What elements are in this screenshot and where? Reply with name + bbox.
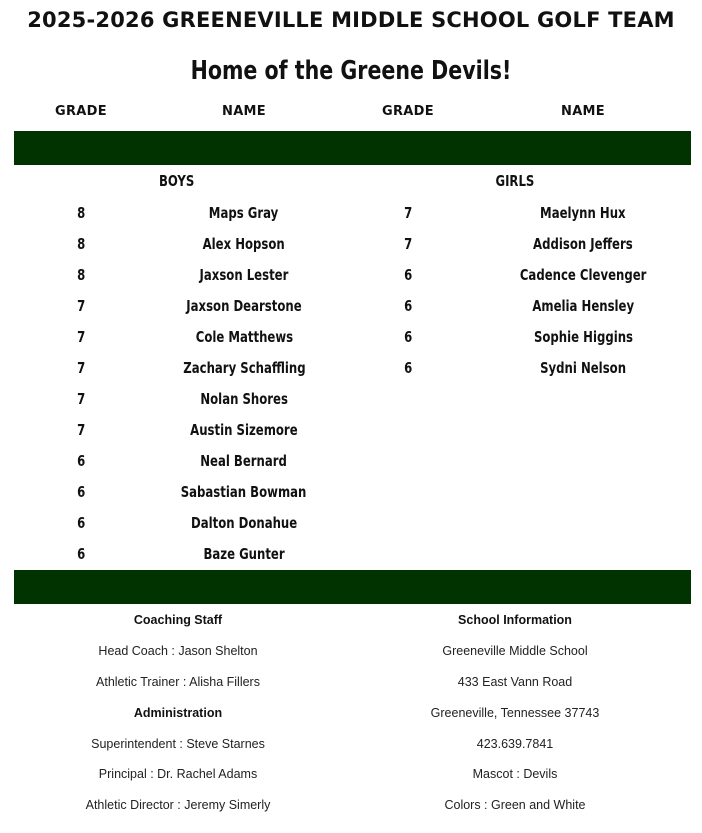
player-grade: 7 xyxy=(76,297,86,315)
player-name: Alex Hopson xyxy=(202,235,286,253)
school-city: Greeneville, Tennessee 37743 xyxy=(430,706,600,720)
roster-row xyxy=(0,508,702,539)
player-grade: 6 xyxy=(76,545,86,563)
player-grade: 8 xyxy=(76,204,86,222)
school-name: Greeneville Middle School xyxy=(442,644,588,658)
player-name: Cadence Clevenger xyxy=(519,266,647,284)
player-grade: 6 xyxy=(76,452,86,470)
school-mascot: Mascot : Devils xyxy=(472,767,558,781)
player-grade: 8 xyxy=(76,235,86,253)
player-grade: 6 xyxy=(403,266,413,284)
principal: Principal : Dr. Rachel Adams xyxy=(98,767,258,781)
player-grade: 6 xyxy=(76,483,86,501)
roster-row xyxy=(0,384,702,415)
administration-heading: Administration xyxy=(133,706,223,720)
column-header-grade-girls: GRADE xyxy=(382,104,434,119)
player-grade: 7 xyxy=(403,235,413,253)
girls-label-text: GIRLS xyxy=(495,172,535,190)
girls-section-label xyxy=(415,172,615,191)
player-name: Maps Gray xyxy=(209,204,279,222)
roster-row xyxy=(0,353,702,384)
player-name: Zachary Schaffling xyxy=(182,359,306,377)
player-grade: 7 xyxy=(403,204,413,222)
player-name: Nolan Shores xyxy=(200,390,288,408)
coaching-staff-heading: Coaching Staff xyxy=(133,613,223,627)
boys-section-label xyxy=(77,172,277,191)
column-header-name-girls: NAME xyxy=(561,104,605,119)
roster-row xyxy=(0,260,702,291)
player-name: Cole Matthews xyxy=(195,328,293,346)
player-grade: 6 xyxy=(403,328,413,346)
player-name: Jaxson Dearstone xyxy=(186,297,302,315)
school-info-heading: School Information xyxy=(458,613,572,627)
player-name: Neal Bernard xyxy=(200,452,288,470)
page-subtitle: Home of the Greene Devils! xyxy=(190,56,512,86)
roster-row xyxy=(0,198,702,229)
school-colors: Colors : Green and White xyxy=(444,798,586,812)
roster-row xyxy=(0,477,702,508)
player-grade: 6 xyxy=(76,514,86,532)
player-grade: 7 xyxy=(76,328,86,346)
column-header-name-boys: NAME xyxy=(222,104,266,119)
roster-row xyxy=(0,291,702,322)
player-name: Maelynn Hux xyxy=(540,204,626,222)
player-name: Dalton Donahue xyxy=(190,514,298,532)
player-name: Austin Sizemore xyxy=(190,421,298,439)
player-grade: 8 xyxy=(76,266,86,284)
player-name: Baze Gunter xyxy=(203,545,285,563)
roster-row xyxy=(0,415,702,446)
player-name: Sophie Higgins xyxy=(533,328,633,346)
top-green-bar xyxy=(14,131,691,165)
school-street: 433 East Vann Road xyxy=(457,675,573,689)
bottom-green-bar xyxy=(14,570,691,604)
head-coach: Head Coach : Jason Shelton xyxy=(98,644,258,658)
player-grade: 6 xyxy=(403,359,413,377)
player-name: Amelia Hensley xyxy=(532,297,634,315)
roster-row xyxy=(0,539,702,570)
boys-label-text: BOYS xyxy=(159,172,195,190)
player-grade: 7 xyxy=(76,421,86,439)
player-name: Addison Jeffers xyxy=(533,235,633,253)
page-title: 2025-2026 GREENEVILLE MIDDLE SCHOOL GOLF TEAM xyxy=(27,8,675,32)
roster-row xyxy=(0,322,702,353)
player-grade: 6 xyxy=(403,297,413,315)
roster-row xyxy=(0,446,702,477)
athletic-trainer: Athletic Trainer : Alisha Fillers xyxy=(96,675,260,689)
player-name: Sydni Nelson xyxy=(540,359,626,377)
school-phone: 423.639.7841 xyxy=(476,737,554,751)
player-grade: 7 xyxy=(76,359,86,377)
player-name: Jaxson Lester xyxy=(199,266,289,284)
player-name: Sabastian Bowman xyxy=(181,483,307,501)
athletic-director: Athletic Director : Jeremy Simerly xyxy=(85,798,271,812)
superintendent: Superintendent : Steve Starnes xyxy=(91,737,265,751)
column-header-grade-boys: GRADE xyxy=(55,104,107,119)
roster-row xyxy=(0,229,702,260)
player-grade: 7 xyxy=(76,390,86,408)
